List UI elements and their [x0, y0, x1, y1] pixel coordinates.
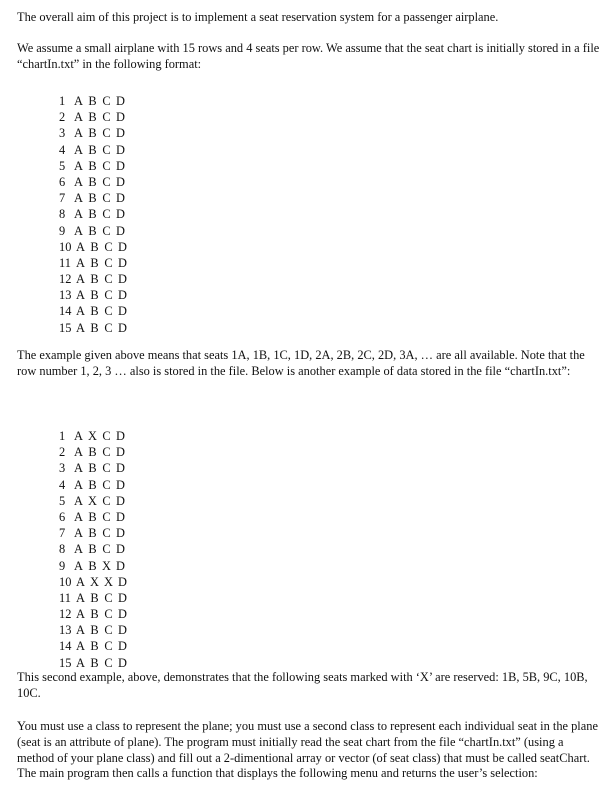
seat-available: B	[90, 255, 99, 270]
seat-row	[59, 460, 127, 476]
seat-available: C	[104, 655, 113, 670]
seat-available: C	[102, 94, 111, 108]
seat-available: D	[118, 574, 127, 589]
seat-available: A	[74, 526, 83, 541]
row-number: 12	[59, 607, 72, 622]
row-number: 2	[59, 110, 66, 125]
row-number: 15	[59, 320, 72, 335]
seat-reserved: X	[90, 574, 99, 589]
seat-available: B	[90, 623, 99, 638]
seat-row	[59, 428, 127, 444]
seat-available: A	[74, 445, 83, 460]
seat-available: D	[116, 158, 125, 173]
seat-available: A	[76, 255, 85, 270]
row-number: 8	[59, 207, 66, 222]
seat-available: B	[88, 110, 97, 125]
requirements-paragraph: You must use a class to represent the plane; you must use a second class to represent each individual seat in the plane (seat is an attribute of plane). The program must initially read the seat chart from the file “chartIn.txt” (using a method of your plane class) and fill out a 2-dimentional array or vector (of seat class) that must be called seatChart. The main program then calls a function that displays the following menu and returns the user’s selection:	[17, 719, 598, 781]
seat-available: C	[104, 304, 113, 319]
seat-available: A	[76, 320, 85, 335]
seat-available: B	[90, 272, 99, 287]
seat-row	[59, 444, 127, 460]
seat-available: B	[90, 655, 99, 670]
seat-available: D	[116, 191, 125, 206]
seat-row	[59, 174, 127, 190]
seat-row	[59, 158, 127, 174]
seat-available: B	[88, 142, 97, 157]
seat-available: C	[104, 607, 113, 622]
seat-available: A	[74, 477, 83, 492]
seat-available: A	[74, 126, 83, 141]
seat-available: A	[74, 158, 83, 173]
seat-row	[59, 541, 127, 557]
seat-chart-initial	[59, 93, 127, 336]
seat-available: D	[116, 526, 125, 541]
seat-row	[59, 493, 127, 509]
row-number: 9	[59, 223, 66, 238]
seat-available: A	[74, 542, 83, 557]
seat-available: C	[102, 158, 111, 173]
seat-reserved: X	[104, 574, 113, 589]
seat-available: A	[74, 493, 83, 508]
seat-available: C	[102, 191, 111, 206]
seat-available: B	[88, 94, 97, 108]
seat-row	[59, 190, 127, 206]
seat-available: A	[74, 110, 83, 125]
row-number: 6	[59, 174, 66, 189]
seat-available: B	[88, 174, 97, 189]
seat-available: D	[118, 623, 127, 638]
seat-available: A	[76, 272, 85, 287]
seat-available: A	[76, 655, 85, 670]
seat-available: A	[74, 223, 83, 238]
seat-available: D	[116, 174, 125, 189]
seat-available: A	[76, 288, 85, 303]
seat-chart-reserved-example	[59, 428, 127, 671]
seat-available: B	[90, 320, 99, 335]
seat-available: A	[74, 174, 83, 189]
seat-row	[59, 206, 127, 222]
seat-available: A	[74, 509, 83, 524]
seat-available: C	[102, 509, 111, 524]
seat-row	[59, 590, 127, 606]
seat-available: D	[118, 639, 127, 654]
seat-available: A	[74, 191, 83, 206]
row-number: 15	[59, 655, 72, 670]
seat-row	[59, 606, 127, 622]
seat-available: A	[76, 239, 85, 254]
seat-row	[59, 271, 127, 287]
seat-available: A	[74, 207, 83, 222]
row-number: 5	[59, 493, 66, 508]
seat-row	[59, 109, 127, 125]
seat-available: C	[104, 255, 113, 270]
seat-available: C	[102, 526, 111, 541]
seat-reserved: X	[102, 558, 111, 573]
seat-available: C	[102, 223, 111, 238]
seat-available: B	[88, 542, 97, 557]
row-number: 13	[59, 288, 72, 303]
seat-available: D	[116, 429, 125, 443]
row-number: 12	[59, 272, 72, 287]
seat-available: B	[88, 207, 97, 222]
reserved-seats-paragraph: This second example, above, demonstrates that the following seats marked with ‘X’ are reserved: 1B, 5B, 9C, 10B, 10C.	[17, 670, 588, 700]
row-number: 13	[59, 623, 72, 638]
row-number: 3	[59, 461, 66, 476]
seat-available: C	[102, 477, 111, 492]
seat-available: A	[76, 574, 85, 589]
row-number: 10	[59, 574, 72, 589]
seat-row	[59, 622, 127, 638]
row-number: 2	[59, 445, 66, 460]
seat-available: D	[116, 126, 125, 141]
seat-available: A	[74, 429, 83, 443]
seat-row	[59, 142, 127, 158]
example-explanation-paragraph: The example given above means that seats 1A, 1B, 1C, 1D, 2A, 2B, 2C, 2D, 3A, … are all available. Note that the row number 1, 2, 3 … also is stored in the file. Below is another example of data stored in the file “chartIn.txt”:	[17, 348, 585, 378]
seat-available: B	[88, 509, 97, 524]
seat-available: B	[88, 445, 97, 460]
seat-available: C	[102, 174, 111, 189]
seat-available: C	[104, 639, 113, 654]
seat-available: D	[118, 607, 127, 622]
seat-available: D	[118, 272, 127, 287]
seat-available: D	[116, 558, 125, 573]
seat-available: A	[74, 558, 83, 573]
seat-row	[59, 574, 127, 590]
seat-available: D	[116, 142, 125, 157]
seat-available: D	[116, 542, 125, 557]
intro-paragraph: The overall aim of this project is to implement a seat reservation system for a passenger airplane.	[17, 10, 499, 24]
row-number: 9	[59, 558, 66, 573]
seat-available: C	[102, 542, 111, 557]
seat-row	[59, 93, 127, 109]
seat-available: D	[118, 288, 127, 303]
seat-available: B	[88, 158, 97, 173]
seat-available: B	[88, 223, 97, 238]
seat-available: B	[90, 304, 99, 319]
seat-available: D	[116, 207, 125, 222]
seat-available: A	[74, 461, 83, 476]
row-number: 5	[59, 158, 66, 173]
seat-available: A	[76, 304, 85, 319]
seat-row	[59, 320, 127, 336]
seat-available: D	[116, 477, 125, 492]
seat-available: A	[74, 142, 83, 157]
row-number: 8	[59, 542, 66, 557]
seat-row	[59, 525, 127, 541]
row-number: 4	[59, 142, 66, 157]
seat-available: C	[104, 272, 113, 287]
seat-available: D	[118, 255, 127, 270]
seat-available: B	[88, 477, 97, 492]
seat-available: D	[116, 110, 125, 125]
seat-row	[59, 477, 127, 493]
seat-available: C	[104, 239, 113, 254]
seat-row	[59, 239, 127, 255]
seat-available: D	[118, 655, 127, 670]
seat-available: B	[88, 558, 97, 573]
seat-available: A	[76, 639, 85, 654]
row-number: 14	[59, 639, 72, 654]
seat-available: A	[76, 590, 85, 605]
seat-available: D	[116, 493, 125, 508]
row-number: 1	[59, 94, 66, 108]
seat-available: C	[102, 429, 111, 443]
seat-row	[59, 655, 127, 671]
seat-row	[59, 638, 127, 654]
seat-available: B	[88, 461, 97, 476]
seat-available: C	[102, 110, 111, 125]
seat-available: D	[116, 94, 125, 108]
seat-row	[59, 303, 127, 319]
seat-reserved: X	[88, 493, 97, 508]
row-number: 11	[59, 590, 71, 605]
assumption-paragraph: We assume a small airplane with 15 rows and 4 seats per row. We assume that the seat chart is initially stored in a file “chartIn.txt” in the following format:	[17, 41, 600, 71]
seat-available: D	[118, 304, 127, 319]
seat-available: D	[116, 445, 125, 460]
seat-row	[59, 125, 127, 141]
row-number: 6	[59, 509, 66, 524]
row-number: 14	[59, 304, 72, 319]
seat-available: D	[116, 223, 125, 238]
row-number: 1	[59, 429, 66, 443]
row-number: 7	[59, 526, 66, 541]
seat-available: B	[88, 191, 97, 206]
seat-row	[59, 287, 127, 303]
seat-available: D	[116, 461, 125, 476]
seat-available: D	[116, 509, 125, 524]
seat-row	[59, 509, 127, 525]
seat-available: C	[104, 623, 113, 638]
seat-available: C	[102, 445, 111, 460]
row-number: 10	[59, 239, 72, 254]
seat-available: C	[104, 288, 113, 303]
seat-available: B	[90, 288, 99, 303]
row-number: 7	[59, 191, 66, 206]
seat-available: C	[102, 493, 111, 508]
seat-available: C	[102, 142, 111, 157]
seat-available: A	[74, 94, 83, 108]
seat-available: C	[104, 320, 113, 335]
seat-available: B	[90, 590, 99, 605]
seat-available: A	[76, 607, 85, 622]
seat-available: D	[118, 590, 127, 605]
seat-available: B	[90, 639, 99, 654]
seat-available: B	[90, 607, 99, 622]
seat-available: B	[88, 126, 97, 141]
seat-available: D	[118, 320, 127, 335]
seat-row	[59, 558, 127, 574]
seat-available: B	[90, 239, 99, 254]
seat-row	[59, 223, 127, 239]
row-number: 11	[59, 255, 71, 270]
seat-available: C	[102, 126, 111, 141]
seat-reserved: X	[88, 429, 97, 443]
seat-available: C	[102, 207, 111, 222]
seat-available: C	[102, 461, 111, 476]
seat-available: C	[104, 590, 113, 605]
row-number: 3	[59, 126, 66, 141]
seat-row	[59, 255, 127, 271]
seat-available: B	[88, 526, 97, 541]
row-number: 4	[59, 477, 66, 492]
seat-available: D	[118, 239, 127, 254]
seat-available: A	[76, 623, 85, 638]
